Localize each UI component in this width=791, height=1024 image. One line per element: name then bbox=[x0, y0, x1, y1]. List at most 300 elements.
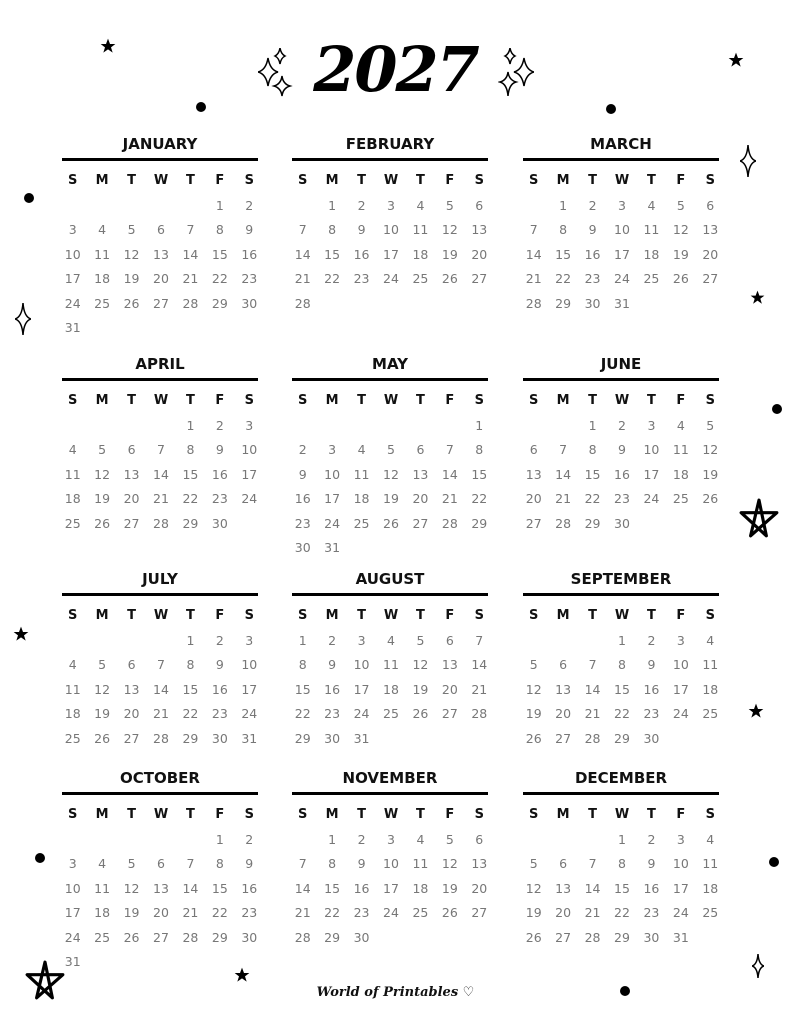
day-cell: 20 bbox=[441, 681, 458, 697]
weekday-header: M bbox=[95, 393, 109, 408]
day-cell: 18 bbox=[64, 706, 81, 721]
sparkle-icon bbox=[752, 954, 764, 978]
day-cell: 2 bbox=[245, 831, 254, 847]
month-rule bbox=[62, 792, 258, 795]
weekday-header: T bbox=[185, 608, 195, 623]
empty-cell bbox=[288, 414, 317, 439]
day-cell: 6 bbox=[157, 222, 165, 237]
month-july bbox=[62, 569, 258, 751]
weekday-header: T bbox=[357, 807, 366, 822]
star-icon bbox=[748, 703, 764, 719]
day-cell: 17 bbox=[672, 681, 689, 697]
day-cell: 8 bbox=[215, 222, 224, 237]
day-cell: 20 bbox=[525, 491, 542, 506]
weekday-header: S bbox=[529, 608, 539, 623]
day-cell: 26 bbox=[441, 271, 458, 286]
day-cell: 10 bbox=[324, 466, 341, 482]
weekday-header: S bbox=[244, 173, 254, 188]
day-cell: 3 bbox=[647, 417, 656, 433]
weekday-header: W bbox=[383, 608, 399, 623]
day-cell: 22 bbox=[324, 905, 341, 920]
day-cell: 3 bbox=[387, 197, 395, 213]
weekday-header: F bbox=[676, 807, 686, 822]
day-cell: 17 bbox=[64, 271, 81, 286]
empty-cell bbox=[58, 194, 87, 219]
day-cell: 9 bbox=[245, 222, 254, 237]
day-cell: 26 bbox=[441, 905, 458, 920]
day-cell: 6 bbox=[529, 442, 538, 457]
weekday-header: M bbox=[556, 173, 570, 188]
day-cell: 13 bbox=[471, 222, 488, 237]
weekday-header: T bbox=[646, 393, 656, 408]
day-cell: 30 bbox=[241, 929, 258, 945]
month-rule bbox=[292, 378, 488, 381]
day-cell: 31 bbox=[353, 730, 370, 746]
day-cell: 25 bbox=[643, 271, 660, 286]
day-cell: 11 bbox=[94, 880, 111, 896]
day-grid bbox=[288, 389, 494, 561]
weekday-header: T bbox=[588, 173, 597, 188]
day-cell: 4 bbox=[416, 831, 425, 847]
weekday-header: M bbox=[325, 608, 339, 623]
day-cell: 5 bbox=[98, 657, 107, 672]
day-cell: 15 bbox=[294, 681, 311, 697]
day-cell: 3 bbox=[245, 417, 254, 433]
day-grid bbox=[288, 803, 494, 950]
day-cell: 31 bbox=[64, 954, 81, 969]
day-cell: 6 bbox=[157, 856, 165, 871]
weekday-header: F bbox=[676, 173, 686, 188]
day-cell: 19 bbox=[441, 246, 458, 262]
day-cell: 21 bbox=[525, 271, 542, 286]
day-cell: 5 bbox=[127, 856, 136, 871]
weekday-header: T bbox=[415, 807, 425, 822]
day-cell: 30 bbox=[324, 730, 341, 746]
day-cell: 19 bbox=[383, 491, 399, 506]
weekday-header: T bbox=[415, 393, 425, 408]
day-cell: 16 bbox=[643, 880, 660, 896]
day-cell: 21 bbox=[294, 271, 311, 286]
day-cell: 8 bbox=[618, 856, 626, 871]
weekday-header: S bbox=[705, 173, 715, 188]
weekday-header: S bbox=[68, 173, 78, 188]
day-cell: 1 bbox=[186, 417, 195, 433]
weekday-header: T bbox=[357, 608, 366, 623]
day-cell: 5 bbox=[445, 831, 454, 847]
month-september bbox=[523, 569, 719, 751]
day-cell: 19 bbox=[123, 905, 140, 920]
day-cell: 13 bbox=[702, 222, 719, 237]
day-cell: 2 bbox=[298, 442, 307, 457]
day-cell: 28 bbox=[153, 515, 169, 531]
day-cell: 4 bbox=[706, 831, 715, 847]
day-cell: 23 bbox=[584, 271, 601, 286]
day-cell: 29 bbox=[324, 929, 341, 945]
day-cell: 22 bbox=[211, 271, 228, 286]
weekday-header: S bbox=[474, 608, 484, 623]
month-name: APRIL bbox=[135, 355, 185, 373]
weekday-header: W bbox=[153, 807, 169, 822]
day-cell: 10 bbox=[241, 657, 258, 672]
day-grid bbox=[58, 389, 264, 536]
empty-cell bbox=[87, 629, 116, 654]
day-grid bbox=[288, 169, 494, 316]
weekday-header: W bbox=[614, 608, 630, 623]
day-cell: 27 bbox=[702, 271, 719, 286]
star-icon bbox=[728, 52, 744, 68]
month-name: FEBRUARY bbox=[345, 135, 435, 153]
sparkle-icon bbox=[498, 48, 534, 98]
day-cell: 2 bbox=[357, 831, 366, 847]
day-cell: 4 bbox=[68, 657, 77, 672]
day-cell: 11 bbox=[383, 657, 399, 672]
day-cell: 6 bbox=[475, 831, 484, 847]
day-cell: 4 bbox=[68, 442, 77, 457]
day-cell: 24 bbox=[64, 929, 81, 945]
weekday-header: S bbox=[244, 608, 254, 623]
empty-cell bbox=[117, 414, 146, 439]
weekday-header: S bbox=[529, 807, 539, 822]
day-cell: 24 bbox=[614, 271, 630, 286]
day-cell: 4 bbox=[387, 632, 395, 648]
day-cell: 19 bbox=[94, 491, 111, 506]
day-cell: 27 bbox=[471, 271, 488, 286]
weekday-header: W bbox=[614, 393, 630, 408]
weekday-header: M bbox=[325, 173, 339, 188]
weekday-header: S bbox=[68, 807, 78, 822]
weekday-header: S bbox=[529, 393, 539, 408]
month-october bbox=[62, 768, 258, 975]
day-cell: 28 bbox=[182, 929, 199, 945]
month-august bbox=[292, 569, 488, 751]
month-rule bbox=[523, 158, 719, 161]
month-rule bbox=[62, 158, 258, 161]
outline-star-icon bbox=[738, 498, 780, 540]
day-cell: 14 bbox=[294, 246, 311, 262]
day-cell: 3 bbox=[387, 831, 395, 847]
empty-cell bbox=[288, 194, 317, 219]
day-cell: 8 bbox=[186, 657, 195, 672]
month-february bbox=[292, 134, 488, 316]
day-cell: 11 bbox=[412, 222, 429, 237]
day-cell: 25 bbox=[412, 905, 429, 920]
day-cell: 3 bbox=[357, 632, 366, 648]
day-cell: 21 bbox=[153, 706, 169, 721]
day-cell: 12 bbox=[123, 246, 140, 262]
day-cell: 8 bbox=[186, 442, 195, 457]
weekday-header: S bbox=[68, 393, 78, 408]
weekday-header: F bbox=[445, 393, 455, 408]
day-cell: 9 bbox=[328, 657, 337, 672]
day-cell: 25 bbox=[702, 905, 719, 920]
day-cell: 18 bbox=[702, 880, 719, 896]
day-cell: 16 bbox=[211, 681, 228, 697]
day-cell: 18 bbox=[672, 466, 689, 482]
day-cell: 25 bbox=[64, 515, 81, 531]
day-cell: 14 bbox=[471, 657, 488, 672]
dot-decoration bbox=[606, 104, 616, 114]
day-cell: 26 bbox=[383, 515, 399, 531]
weekday-header: S bbox=[705, 393, 715, 408]
day-cell: 31 bbox=[324, 540, 341, 555]
day-cell: 12 bbox=[412, 657, 429, 672]
day-cell: 10 bbox=[64, 246, 81, 262]
day-cell: 2 bbox=[647, 632, 656, 648]
day-grid bbox=[288, 604, 494, 751]
month-rule bbox=[523, 593, 719, 596]
day-cell: 6 bbox=[127, 442, 136, 457]
day-cell: 15 bbox=[182, 466, 199, 482]
day-cell: 27 bbox=[153, 295, 169, 311]
dot-decoration bbox=[196, 102, 206, 112]
day-cell: 29 bbox=[182, 730, 199, 746]
weekday-header: F bbox=[676, 608, 686, 623]
day-cell: 7 bbox=[157, 657, 165, 672]
day-cell: 24 bbox=[672, 706, 689, 721]
day-cell: 11 bbox=[702, 657, 719, 672]
day-cell: 16 bbox=[324, 681, 341, 697]
day-cell: 4 bbox=[357, 442, 366, 457]
day-cell: 19 bbox=[94, 706, 111, 721]
day-cell: 22 bbox=[294, 706, 311, 721]
day-cell: 16 bbox=[211, 466, 228, 482]
day-cell: 24 bbox=[672, 905, 689, 920]
day-cell: 26 bbox=[123, 295, 140, 311]
weekday-header: W bbox=[614, 173, 630, 188]
weekday-header: S bbox=[705, 608, 715, 623]
day-cell: 25 bbox=[672, 491, 689, 506]
day-cell: 12 bbox=[94, 466, 111, 482]
weekday-header: M bbox=[556, 608, 570, 623]
day-cell: 7 bbox=[475, 632, 484, 648]
day-cell: 16 bbox=[294, 491, 311, 506]
day-cell: 11 bbox=[64, 466, 81, 482]
empty-cell bbox=[58, 414, 87, 439]
weekday-header: S bbox=[244, 393, 254, 408]
day-cell: 23 bbox=[614, 491, 630, 506]
empty-cell bbox=[117, 629, 146, 654]
weekday-header: F bbox=[676, 393, 686, 408]
empty-cell bbox=[519, 629, 548, 654]
day-cell: 17 bbox=[643, 466, 660, 482]
day-cell: 28 bbox=[584, 929, 601, 945]
day-cell: 5 bbox=[387, 442, 395, 457]
day-cell: 21 bbox=[555, 491, 572, 506]
weekday-header: T bbox=[127, 173, 136, 188]
day-cell: 7 bbox=[298, 222, 307, 237]
day-cell: 2 bbox=[245, 197, 254, 213]
day-cell: 21 bbox=[294, 905, 311, 920]
month-rule bbox=[292, 593, 488, 596]
month-rule bbox=[523, 792, 719, 795]
day-cell: 22 bbox=[182, 706, 199, 721]
day-cell: 30 bbox=[241, 295, 258, 311]
day-cell: 29 bbox=[211, 295, 228, 311]
day-cell: 13 bbox=[123, 681, 140, 697]
day-cell: 22 bbox=[555, 271, 572, 286]
empty-cell bbox=[548, 629, 577, 654]
day-cell: 1 bbox=[215, 197, 224, 213]
day-cell: 8 bbox=[559, 222, 568, 237]
weekday-header: M bbox=[95, 608, 109, 623]
day-cell: 11 bbox=[702, 856, 719, 871]
day-cell: 11 bbox=[643, 222, 660, 237]
day-cell: 1 bbox=[328, 831, 337, 847]
day-cell: 8 bbox=[328, 856, 337, 871]
day-cell: 5 bbox=[706, 417, 715, 433]
day-cell: 21 bbox=[584, 905, 601, 920]
day-cell: 19 bbox=[525, 706, 542, 721]
day-cell: 11 bbox=[412, 856, 429, 871]
day-cell: 23 bbox=[294, 515, 311, 531]
day-cell: 20 bbox=[123, 491, 140, 506]
day-cell: 3 bbox=[245, 632, 254, 648]
day-cell: 20 bbox=[153, 905, 169, 920]
day-cell: 20 bbox=[153, 271, 169, 286]
day-cell: 24 bbox=[383, 271, 399, 286]
day-cell: 21 bbox=[182, 905, 199, 920]
weekday-header: W bbox=[383, 393, 399, 408]
day-cell: 18 bbox=[383, 681, 399, 697]
month-name: JANUARY bbox=[122, 135, 198, 153]
day-cell: 9 bbox=[647, 856, 656, 871]
empty-cell bbox=[146, 629, 175, 654]
day-cell: 10 bbox=[383, 222, 399, 237]
day-cell: 24 bbox=[353, 706, 370, 721]
day-cell: 24 bbox=[643, 491, 660, 506]
day-cell: 13 bbox=[525, 466, 542, 482]
weekday-header: S bbox=[298, 393, 308, 408]
day-cell: 24 bbox=[64, 295, 81, 311]
day-cell: 8 bbox=[298, 657, 307, 672]
day-cell: 27 bbox=[123, 515, 140, 531]
day-cell: 2 bbox=[328, 632, 337, 648]
sparkle-icon bbox=[15, 303, 31, 335]
weekday-header: T bbox=[646, 608, 656, 623]
day-cell: 6 bbox=[706, 197, 715, 213]
day-cell: 6 bbox=[445, 632, 454, 648]
day-grid bbox=[519, 169, 725, 316]
empty-cell bbox=[317, 414, 346, 439]
day-cell: 12 bbox=[525, 681, 542, 697]
day-cell: 30 bbox=[294, 540, 311, 555]
day-cell: 29 bbox=[211, 929, 228, 945]
day-cell: 29 bbox=[182, 515, 199, 531]
day-cell: 14 bbox=[584, 681, 601, 697]
day-cell: 1 bbox=[588, 417, 597, 433]
day-cell: 12 bbox=[441, 222, 458, 237]
day-cell: 13 bbox=[123, 466, 140, 482]
day-cell: 29 bbox=[555, 295, 572, 311]
day-cell: 22 bbox=[614, 905, 630, 920]
day-cell: 26 bbox=[525, 929, 542, 945]
day-cell: 20 bbox=[123, 706, 140, 721]
day-cell: 30 bbox=[353, 929, 370, 945]
day-cell: 21 bbox=[153, 491, 169, 506]
day-cell: 30 bbox=[584, 295, 601, 311]
empty-cell bbox=[519, 414, 548, 439]
day-cell: 11 bbox=[94, 246, 111, 262]
day-cell: 28 bbox=[294, 929, 311, 945]
empty-cell bbox=[117, 194, 146, 219]
day-cell: 10 bbox=[643, 442, 660, 457]
month-march bbox=[523, 134, 719, 316]
day-cell: 31 bbox=[614, 295, 630, 311]
day-cell: 8 bbox=[618, 657, 626, 672]
weekday-header: S bbox=[529, 173, 539, 188]
day-grid bbox=[519, 803, 725, 950]
weekday-header: W bbox=[153, 393, 169, 408]
day-cell: 4 bbox=[98, 856, 107, 871]
empty-cell bbox=[58, 629, 87, 654]
weekday-header: S bbox=[705, 807, 715, 822]
day-cell: 8 bbox=[328, 222, 337, 237]
day-cell: 31 bbox=[672, 929, 689, 945]
day-cell: 27 bbox=[153, 929, 169, 945]
weekday-header: M bbox=[95, 807, 109, 822]
day-cell: 27 bbox=[555, 929, 572, 945]
day-cell: 30 bbox=[211, 515, 228, 531]
day-cell: 1 bbox=[215, 831, 224, 847]
day-cell: 14 bbox=[294, 880, 311, 896]
day-cell: 15 bbox=[471, 466, 488, 482]
day-cell: 18 bbox=[64, 491, 81, 506]
day-cell: 7 bbox=[588, 657, 597, 672]
day-grid bbox=[519, 604, 725, 751]
day-cell: 15 bbox=[324, 880, 341, 896]
empty-cell bbox=[146, 828, 175, 853]
dot-decoration bbox=[620, 986, 630, 996]
empty-cell bbox=[87, 414, 116, 439]
day-cell: 6 bbox=[475, 197, 484, 213]
day-cell: 10 bbox=[672, 856, 689, 871]
month-december bbox=[523, 768, 719, 950]
day-cell: 10 bbox=[614, 222, 630, 237]
day-cell: 25 bbox=[94, 295, 111, 311]
day-cell: 29 bbox=[614, 730, 630, 746]
weekday-header: W bbox=[383, 173, 399, 188]
day-cell: 17 bbox=[64, 905, 81, 920]
day-cell: 23 bbox=[241, 271, 258, 286]
day-cell: 11 bbox=[672, 442, 689, 457]
day-cell: 26 bbox=[123, 929, 140, 945]
weekday-header: S bbox=[474, 807, 484, 822]
day-cell: 12 bbox=[123, 880, 140, 896]
day-cell: 25 bbox=[383, 706, 399, 721]
day-cell: 4 bbox=[416, 197, 425, 213]
day-cell: 4 bbox=[676, 417, 685, 433]
day-cell: 1 bbox=[298, 632, 307, 648]
weekday-header: W bbox=[153, 173, 169, 188]
day-cell: 19 bbox=[525, 905, 542, 920]
day-grid bbox=[519, 389, 725, 536]
day-cell: 15 bbox=[211, 880, 228, 896]
day-cell: 15 bbox=[614, 880, 630, 896]
star-icon bbox=[100, 38, 116, 54]
day-cell: 23 bbox=[353, 271, 370, 286]
empty-cell bbox=[406, 414, 435, 439]
day-cell: 19 bbox=[123, 271, 140, 286]
day-cell: 22 bbox=[182, 491, 199, 506]
day-cell: 9 bbox=[357, 856, 366, 871]
day-cell: 6 bbox=[416, 442, 425, 457]
day-cell: 6 bbox=[559, 657, 568, 672]
outline-star-icon bbox=[24, 960, 66, 1002]
day-cell: 24 bbox=[383, 905, 399, 920]
weekday-header: T bbox=[588, 608, 597, 623]
day-cell: 2 bbox=[357, 197, 366, 213]
day-cell: 18 bbox=[412, 246, 429, 262]
